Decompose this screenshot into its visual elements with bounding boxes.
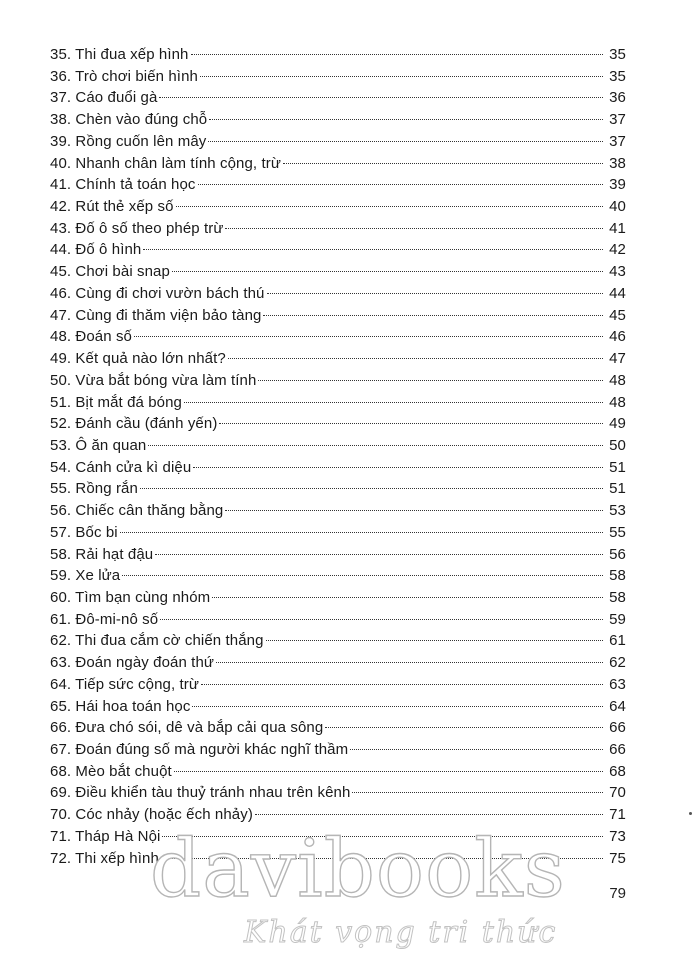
toc-entry-page: 43 — [609, 263, 626, 281]
toc-entry-page: 51 — [609, 480, 626, 498]
toc-entry — [50, 392, 626, 414]
toc-entry-page: 66 — [609, 741, 626, 758]
toc-entry-page: 70 — [609, 784, 626, 802]
toc-entry — [50, 609, 626, 631]
toc-entry — [50, 782, 626, 804]
toc-leader-dots — [198, 183, 603, 185]
toc-entry-page: 49 — [609, 415, 626, 433]
table-of-contents — [50, 44, 626, 869]
toc-leader-dots — [159, 96, 603, 98]
toc-entry — [50, 109, 626, 131]
toc-leader-dots — [225, 227, 603, 229]
watermark-logo: davibooks — [150, 822, 566, 915]
toc-leader-dots — [155, 553, 603, 555]
toc-leader-dots — [172, 270, 603, 272]
page-number: 79 — [609, 885, 626, 902]
toc-entry-page: 35 — [609, 46, 626, 63]
toc-leader-dots — [263, 314, 603, 316]
toc-entry-page: 45 — [609, 306, 626, 324]
toc-leader-dots — [201, 683, 603, 685]
toc-entry — [50, 717, 626, 739]
toc-entry-title: 54. Cánh cửa kì diệu — [50, 458, 192, 476]
toc-entry-title: 55. Rồng rắn — [50, 480, 138, 498]
toc-leader-dots — [148, 444, 603, 446]
toc-entry — [50, 478, 626, 500]
toc-entry — [50, 630, 626, 652]
toc-entry — [50, 413, 626, 435]
toc-entry — [50, 652, 626, 674]
toc-leader-dots — [160, 618, 603, 620]
toc-leader-dots — [174, 770, 603, 772]
watermark-slogan: Khát vọng tri thức — [244, 915, 558, 950]
toc-entry-page: 41 — [609, 219, 626, 237]
toc-entry-page: 50 — [609, 436, 626, 454]
toc-entry — [50, 435, 626, 457]
toc-leader-dots — [184, 401, 603, 403]
toc-leader-dots — [120, 531, 603, 533]
toc-entry-title: 60. Tìm bạn cùng nhóm — [50, 588, 211, 606]
toc-entry — [50, 153, 626, 175]
toc-entry-title: 56. Chiếc cân thăng bằng — [50, 502, 224, 520]
toc-entry-page: 71 — [609, 806, 626, 824]
toc-leader-dots — [176, 205, 603, 207]
toc-entry — [50, 66, 626, 88]
toc-entry-page: 48 — [609, 371, 626, 389]
toc-entry-title: 41. Chính tả toán học — [50, 176, 196, 194]
toc-entry-title: 62. Thi đua cắm cờ chiến thắng — [50, 632, 264, 650]
toc-entry-title: 50. Vừa bắt bóng vừa làm tính — [50, 371, 257, 389]
toc-entry-title: 47. Cùng đi thăm viện bảo tàng — [50, 306, 262, 324]
toc-entry-title: 64. Tiếp sức cộng, trừ — [50, 675, 200, 693]
toc-entry — [50, 587, 626, 609]
toc-leader-dots — [209, 118, 603, 120]
toc-leader-dots — [255, 813, 603, 815]
toc-entry — [50, 565, 626, 587]
toc-leader-dots — [216, 661, 603, 663]
toc-leader-dots — [266, 639, 603, 641]
toc-entry — [50, 261, 626, 283]
toc-entry-title: 46. Cùng đi chơi vườn bách thú — [50, 284, 265, 302]
toc-entry-page: 37 — [609, 111, 626, 129]
toc-leader-dots — [228, 357, 603, 359]
toc-entry-page: 55 — [609, 523, 626, 541]
toc-entry — [50, 326, 626, 348]
toc-leader-dots — [225, 509, 603, 511]
toc-entry-title: 36. Trò chơi biến hình — [50, 67, 198, 85]
toc-entry — [50, 761, 626, 783]
toc-entry-page: 56 — [609, 545, 626, 563]
toc-entry-page: 44 — [609, 284, 626, 302]
toc-leader-dots — [283, 162, 603, 164]
toc-entry-title: 66. Đưa chó sói, dê và bắp cải qua sông — [50, 719, 324, 737]
toc-entry — [50, 674, 626, 696]
toc-entry — [50, 196, 626, 218]
toc-entry-title: 45. Chơi bài snap — [50, 263, 170, 281]
toc-leader-dots — [258, 379, 603, 381]
toc-entry-page: 39 — [609, 176, 626, 194]
toc-leader-dots — [352, 791, 603, 793]
toc-entry-page: 66 — [609, 719, 626, 737]
toc-entry-title: 35. Thi đua xếp hình — [50, 46, 189, 63]
toc-entry-page: 35 — [609, 67, 626, 85]
toc-entry-title: 69. Điều khiển tàu thuỷ tránh nhau trên kênh — [50, 784, 351, 802]
toc-entry-title: 72. Thi xếp hình — [50, 849, 159, 867]
toc-entry — [50, 739, 626, 761]
toc-entry — [50, 500, 626, 522]
toc-entry-page: 59 — [609, 610, 626, 628]
toc-entry-title: 63. Đoán ngày đoán thứ — [50, 654, 215, 672]
toc-entry-title: 37. Cáo đuổi gà — [50, 89, 158, 107]
toc-entry-title: 40. Nhanh chân làm tính cộng, trừ — [50, 154, 281, 172]
toc-leader-dots — [191, 53, 604, 55]
toc-entry-page: 64 — [609, 697, 626, 715]
toc-entry-page: 46 — [609, 328, 626, 346]
toc-entry — [50, 218, 626, 240]
toc-entry-title: 53. Ô ăn quan — [50, 436, 147, 454]
toc-leader-dots — [143, 248, 603, 250]
toc-entry-title: 67. Đoán đúng số mà người khác nghĩ thầm — [50, 741, 349, 758]
toc-entry — [50, 44, 626, 66]
toc-entry-title: 70. Cóc nhảy (hoặc ếch nhảy) — [50, 806, 253, 824]
toc-entry — [50, 370, 626, 392]
toc-entry-page: 53 — [609, 502, 626, 520]
toc-entry — [50, 174, 626, 196]
toc-leader-dots — [212, 596, 603, 598]
scan-speck — [689, 812, 692, 815]
toc-leader-dots — [267, 292, 603, 294]
toc-entry — [50, 544, 626, 566]
toc-entry-page: 73 — [609, 827, 626, 845]
toc-entry-page: 38 — [609, 154, 626, 172]
toc-entry-title: 71. Tháp Hà Nội — [50, 827, 161, 845]
toc-entry-title: 57. Bốc bi — [50, 523, 118, 541]
toc-entry-page: 61 — [609, 632, 626, 650]
toc-entry-title: 42. Rút thẻ xếp số — [50, 198, 174, 216]
toc-entry-title: 38. Chèn vào đúng chỗ — [50, 111, 208, 129]
toc-entry-page: 40 — [609, 198, 626, 216]
toc-entry-page: 37 — [609, 132, 626, 150]
toc-entry — [50, 457, 626, 479]
toc-leader-dots — [140, 487, 603, 489]
toc-entry-title: 39. Rồng cuốn lên mây — [50, 132, 207, 150]
toc-entry-page: 62 — [609, 654, 626, 672]
toc-entry — [50, 239, 626, 261]
toc-entry-page: 42 — [609, 241, 626, 259]
toc-leader-dots — [193, 466, 603, 468]
toc-leader-dots — [219, 422, 603, 424]
toc-entry-title: 49. Kết quả nào lớn nhất? — [50, 350, 226, 368]
toc-leader-dots — [192, 705, 603, 707]
toc-entry-title: 65. Hái hoa toán học — [50, 697, 191, 715]
toc-entry — [50, 522, 626, 544]
toc-leader-dots — [200, 75, 603, 77]
toc-leader-dots — [350, 748, 603, 750]
toc-entry-title: 68. Mèo bắt chuột — [50, 762, 172, 780]
toc-entry-title: 58. Rải hạt đậu — [50, 545, 154, 563]
toc-entry-page: 58 — [609, 588, 626, 606]
toc-leader-dots — [208, 140, 603, 142]
toc-entry — [50, 283, 626, 305]
toc-entry-page: 48 — [609, 393, 626, 411]
toc-entry — [50, 131, 626, 153]
toc-leader-dots — [122, 574, 603, 576]
toc-entry — [50, 696, 626, 718]
toc-entry-title: 48. Đoán số — [50, 328, 132, 346]
toc-entry-page: 51 — [609, 458, 626, 476]
toc-entry-page: 68 — [609, 762, 626, 780]
toc-entry-title: 51. Bịt mắt đá bóng — [50, 393, 182, 411]
toc-entry — [50, 87, 626, 109]
toc-entry-page: 36 — [609, 89, 626, 107]
toc-entry — [50, 305, 626, 327]
toc-entry — [50, 348, 626, 370]
toc-entry-title: 61. Đô-mi-nô số — [50, 610, 159, 628]
toc-entry-title: 43. Đố ô số theo phép trừ — [50, 219, 224, 237]
toc-entry-title: 44. Đố ô hình — [50, 241, 142, 259]
toc-entry-title: 52. Đánh cầu (đánh yến) — [50, 415, 218, 433]
toc-leader-dots — [134, 335, 603, 337]
toc-entry-page: 75 — [609, 849, 626, 867]
toc-entry-page: 47 — [609, 350, 626, 368]
toc-entry-page: 58 — [609, 567, 626, 585]
toc-entry-page: 63 — [609, 675, 626, 693]
toc-entry-title: 59. Xe lửa — [50, 567, 121, 585]
toc-leader-dots — [325, 726, 603, 728]
